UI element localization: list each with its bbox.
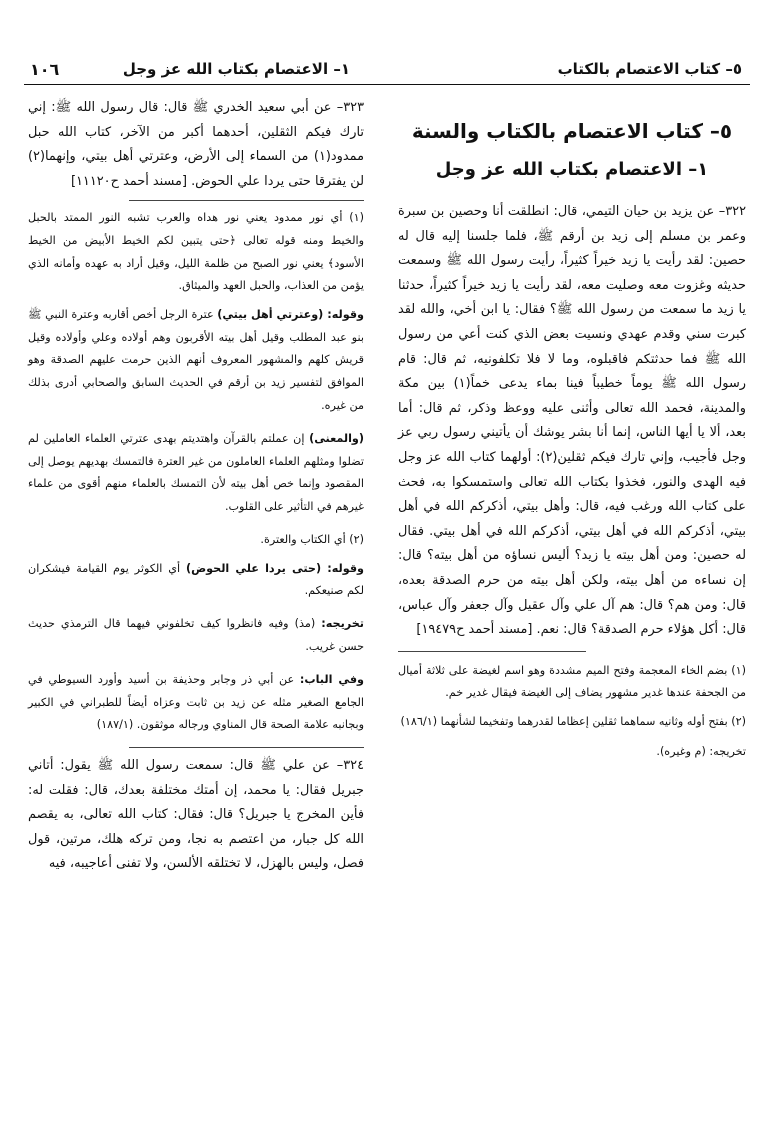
- commentary-lead: (والمعنى): [309, 431, 364, 445]
- right-column: [398, 96, 746, 764]
- takhrij-text: (مذ) وفيه فانظروا كيف تخلفوني فيهما قال الترمذي حديث حسن غريب.: [28, 617, 364, 653]
- left-column: [28, 96, 364, 877]
- header-section-title: ١– الاعتصام بكتاب الله عز وجل: [122, 60, 350, 78]
- commentary-text: عن أبي ذر وجابر وحذيفة بن أسيد وأورد السيوطي في الجامع الصغير مثله عن زيد بن ثابت وعزاه أيضاً للطبراني في الكبير وبجانبه علامة الصحة قال المناوي ورجاله موثقون. (١٨٧/١): [28, 672, 364, 732]
- footnote-separator: [398, 651, 586, 652]
- header-chapter-title: ٥– كتاب الاعتصام بالكتاب: [557, 60, 742, 78]
- takhrij-note: تخريجه: (م وغيره).: [656, 745, 746, 759]
- page-number: ١٠٦: [30, 60, 60, 79]
- commentary-text: إن عملتم بالقرآن واهتديتم بهدى عترتي العلماء العاملين لم تضلوا ومثلهم العلماء العاملون من غير العترة فالتمسك بهديهم يوصل إلى المقصود وإنما خص أهل بيته لأن التمسك بالعلماء منهم أقوى من علماء غيرهم في التأثير على القلوب.: [28, 431, 364, 514]
- commentary-paragraph: [28, 304, 364, 418]
- takhrij-lead: تخريجه:: [321, 617, 364, 631]
- footnote-1: (١) أي نور ممدود يعني نور هداه والعرب تشبه النور الممتد بالحبل والخيط ومنه قوله تعالى ﴿حتى يتبين لكم الخيط الأبيض من الخيط الأسود﴾ يعني نور الصبح من ظلمة الليل، وقيل أراد به عهده وأمانه الذي يؤمن من العذاب، والحبل العهد والميثاق.: [28, 211, 364, 293]
- section-title: ١– الاعتصام بكتاب الله عز وجل: [435, 159, 709, 180]
- running-header: [24, 58, 750, 85]
- commentary-lead: وقوله: (حتى يردا علي الحوض): [185, 561, 364, 575]
- hadith-323: ٣٢٣– عن أبي سعيد الخدري ﷺ قال: قال رسول الله ﷺ: إني تارك فيكم الثقلين، أحدهما أكبر من الآخر، كتاب الله حبل ممدود(١) من السماء إلى الأرض، وعترتي أهل بيتي، وإنهما(٢) لن يفترقا حتى يردا علي الحوض. [مسند أحمد ح١١١٢٠]: [28, 100, 364, 189]
- commentary-lead: وقوله: (وعترتي أهل بيتي): [217, 307, 364, 321]
- footnote-1: (١) بضم الخاء المعجمة وفتح الميم مشددة وهو اسم لغيضة على ثلاثة أميال من الجحفة عندها غدير مشهور يضاف إلى الغيضة فيقال غدير خم.: [398, 663, 746, 700]
- chapter-title: ٥– كتاب الاعتصام بالكتاب والسنة: [411, 119, 733, 143]
- commentary-lead: وفي الباب:: [299, 672, 365, 686]
- footnote-2: (٢) أي الكتاب والعترة.: [260, 532, 364, 546]
- commentary-text: أي الكوثر يوم القيامة فيشكران لكم صنيعكم.: [28, 561, 364, 598]
- commentary-paragraph: [28, 669, 364, 737]
- commentary-paragraph: [28, 428, 364, 519]
- hadith-322: ٣٢٢– عن يزيد بن حيان التيمي، قال: انطلقت أنا وحصين بن سبرة وعمر بن مسلم إلى زيد بن أرقم ﷺ، فلما جلسنا إليه قال له حصين: لقد رأيت يا زيد خيراً كثيراً، رأيت رسول الله ﷺ وسمعت حديثه وغزوت معه وصليت معه، لقد رأيت يا زيد خيراً كثيراً، حدثنا يا زيد ما سمعت من رسول الله ﷺ؟ فقال: يا ابن أخي، والله لقد كبرت سني وقدم عهدي ونسيت بعض الذي كنت أعي من رسول الله ﷺ فما حدثتكم فاقبلوه، وما لا فلا تكلفونيه، ثم قال: قام رسول الله ﷺ يوماً خطيباً فينا بماء يدعى خماً(١) بين مكة والمدينة، فحمد الله تعالى وأثنى عليه ووعظ وذكر، ثم قال: أما بعد، ألا يا أيها الناس، إنما أنا بشر يوشك أن يأتيني رسول ربي عز وجل فأجيب، وإني تارك فيكم ثقلين(٢): أولهما كتاب الله عز وجل فيه الهدى والنور، فخذوا بكتاب الله تعالى واستمسكوا به، فحث على كتاب الله ورغب فيه، قال: وأهل بيتي، أذكركم الله في أهل بيتي، أذكركم الله في أهل بيتي، أذكركم الله في أهل بيتي. فقال له حصين: ومن أهل بيته يا زيد؟ أليس نساؤه من أهل بيته؟ قال: إن نساءه من أهل بيته، ولكن أهل بيته من حرم الصدقة بعده، قال: ومن هم؟ قال: هم آل علي وآل عقيل وآل جعفر وآل عباس، قال: أكل هؤلاء حرم الصدقة؟ قال: نعم. [مسند أحمد ح١٩٤٧٩]: [398, 204, 746, 638]
- takhrij-paragraph: [28, 613, 364, 659]
- footnote-separator: [129, 200, 364, 201]
- hadith-324: ٣٢٤– عن علي ﷺ قال: سمعت رسول الله ﷺ يقول: أتاني جبريل فقال: يا محمد، إن أمتك مختلفة بعدك، قال: فقلت له: فأين المخرج يا جبريل؟ قال: فقال: كتاب الله تعالى، به يقصم الله كل جبار، من اعتصم به نجا، ومن تركه هلك، مرتين، قول فصل، وليس بالهزل، لا تختلقه الألسن، ولا تفنى أعاجيبه، فيه: [28, 758, 364, 872]
- section-separator: [129, 747, 364, 748]
- commentary-paragraph: [28, 558, 364, 604]
- commentary-text: عترة الرجل أخص أقاربه وعترة النبي ﷺ بنو عبد المطلب وقيل أهل بيته الأقربون وهم أولاده وعلي وأولاده وقيل قريش كلهم والمشهور المعروف أنهم الذين حرمت عليهم الصدقة وهو الموافق لتفسير زيد بن أرقم في الحديث السابق والصحابي أدرى بذلك من غيره.: [28, 307, 364, 412]
- footnote-2: (٢) بفتح أوله وثانيه سماهما ثقلين إعظاما لقدرهما وتفخيما لشأنهما (١٨٦/١): [400, 714, 746, 728]
